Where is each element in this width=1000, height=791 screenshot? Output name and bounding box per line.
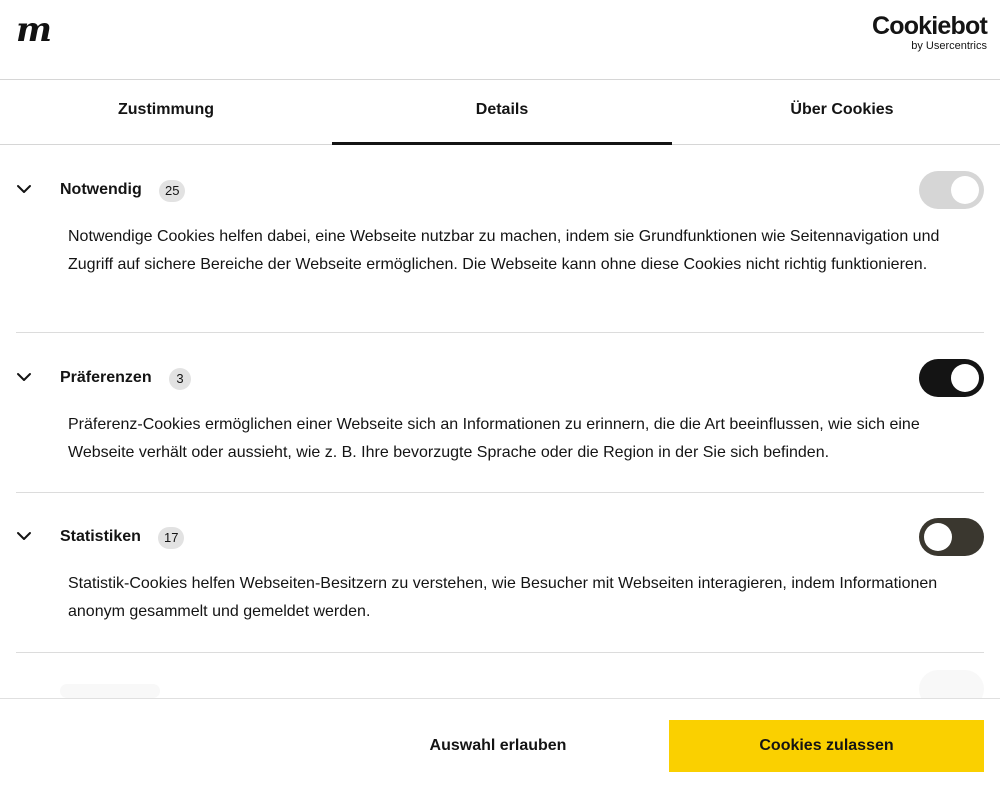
toggle-knob xyxy=(951,176,979,204)
toggle-praeferenzen[interactable] xyxy=(919,359,984,397)
cookie-count-badge: 17 xyxy=(158,527,184,549)
cookiebot-logo-name: Cookiebot xyxy=(871,12,987,40)
details-panel[interactable] xyxy=(0,145,1000,698)
tab-ueber-cookies[interactable]: Über Cookies xyxy=(790,101,894,118)
category-praeferenzen xyxy=(16,359,984,493)
allow-all-cookies-button[interactable]: Cookies zulassen xyxy=(669,720,984,772)
category-header[interactable] xyxy=(16,359,984,399)
category-notwendig xyxy=(16,171,984,333)
chevron-down-icon[interactable] xyxy=(16,181,32,197)
category-title: Präferenzen xyxy=(60,369,152,386)
site-logo: m xyxy=(16,10,51,50)
toggle-knob xyxy=(951,364,979,392)
toggle-statistiken[interactable] xyxy=(919,518,984,556)
category-title: Statistiken xyxy=(60,528,141,545)
category-header[interactable] xyxy=(16,518,984,558)
chevron-down-icon[interactable] xyxy=(16,528,32,544)
cookiebot-logo[interactable] xyxy=(872,14,987,52)
allow-selection-button[interactable]: Auswahl erlauben xyxy=(328,720,668,772)
category-title: Notwendig xyxy=(60,181,142,198)
faded-toggle xyxy=(919,670,984,698)
faded-title-placeholder xyxy=(60,684,160,698)
toggle-knob xyxy=(924,523,952,551)
banner-header xyxy=(0,0,1000,80)
cookiebot-logo-subtitle: by Usercentrics xyxy=(911,40,987,52)
consent-tabs xyxy=(0,80,1000,145)
tab-zustimmung[interactable]: Zustimmung xyxy=(118,101,214,118)
toggle-notwendig xyxy=(919,171,984,209)
tab-details[interactable]: Details xyxy=(332,80,672,145)
category-statistiken xyxy=(16,518,984,653)
category-description: Statistik-Cookies helfen Webseiten-Besitzern zu verstehen, wie Besucher mit Webseiten interagieren, indem Informationen anonym gesammelt und gemeldet werden. xyxy=(68,575,938,620)
category-description: Präferenz-Cookies ermöglichen einer Webseite sich an Informationen zu erinnern, die die Art beeinflussen, wie sich eine Webseite verhält oder aussieht, wie z. B. Ihre bevorzugte Sprache oder die Region in der Sie sich befinden. xyxy=(68,416,920,461)
cookie-count-badge: 25 xyxy=(159,180,185,202)
category-next-faded xyxy=(16,670,984,698)
consent-footer xyxy=(0,698,1000,791)
cookie-count-badge: 3 xyxy=(169,368,191,390)
chevron-down-icon[interactable] xyxy=(16,369,32,385)
category-header[interactable] xyxy=(16,171,984,211)
category-description: Notwendige Cookies helfen dabei, eine Webseite nutzbar zu machen, indem sie Grundfunktionen wie Seitennavigation und Zugriff auf sichere Bereiche der Webseite ermöglichen. Die Webseite kann ohne diese Cookies nicht richtig funktionieren. xyxy=(68,228,940,273)
